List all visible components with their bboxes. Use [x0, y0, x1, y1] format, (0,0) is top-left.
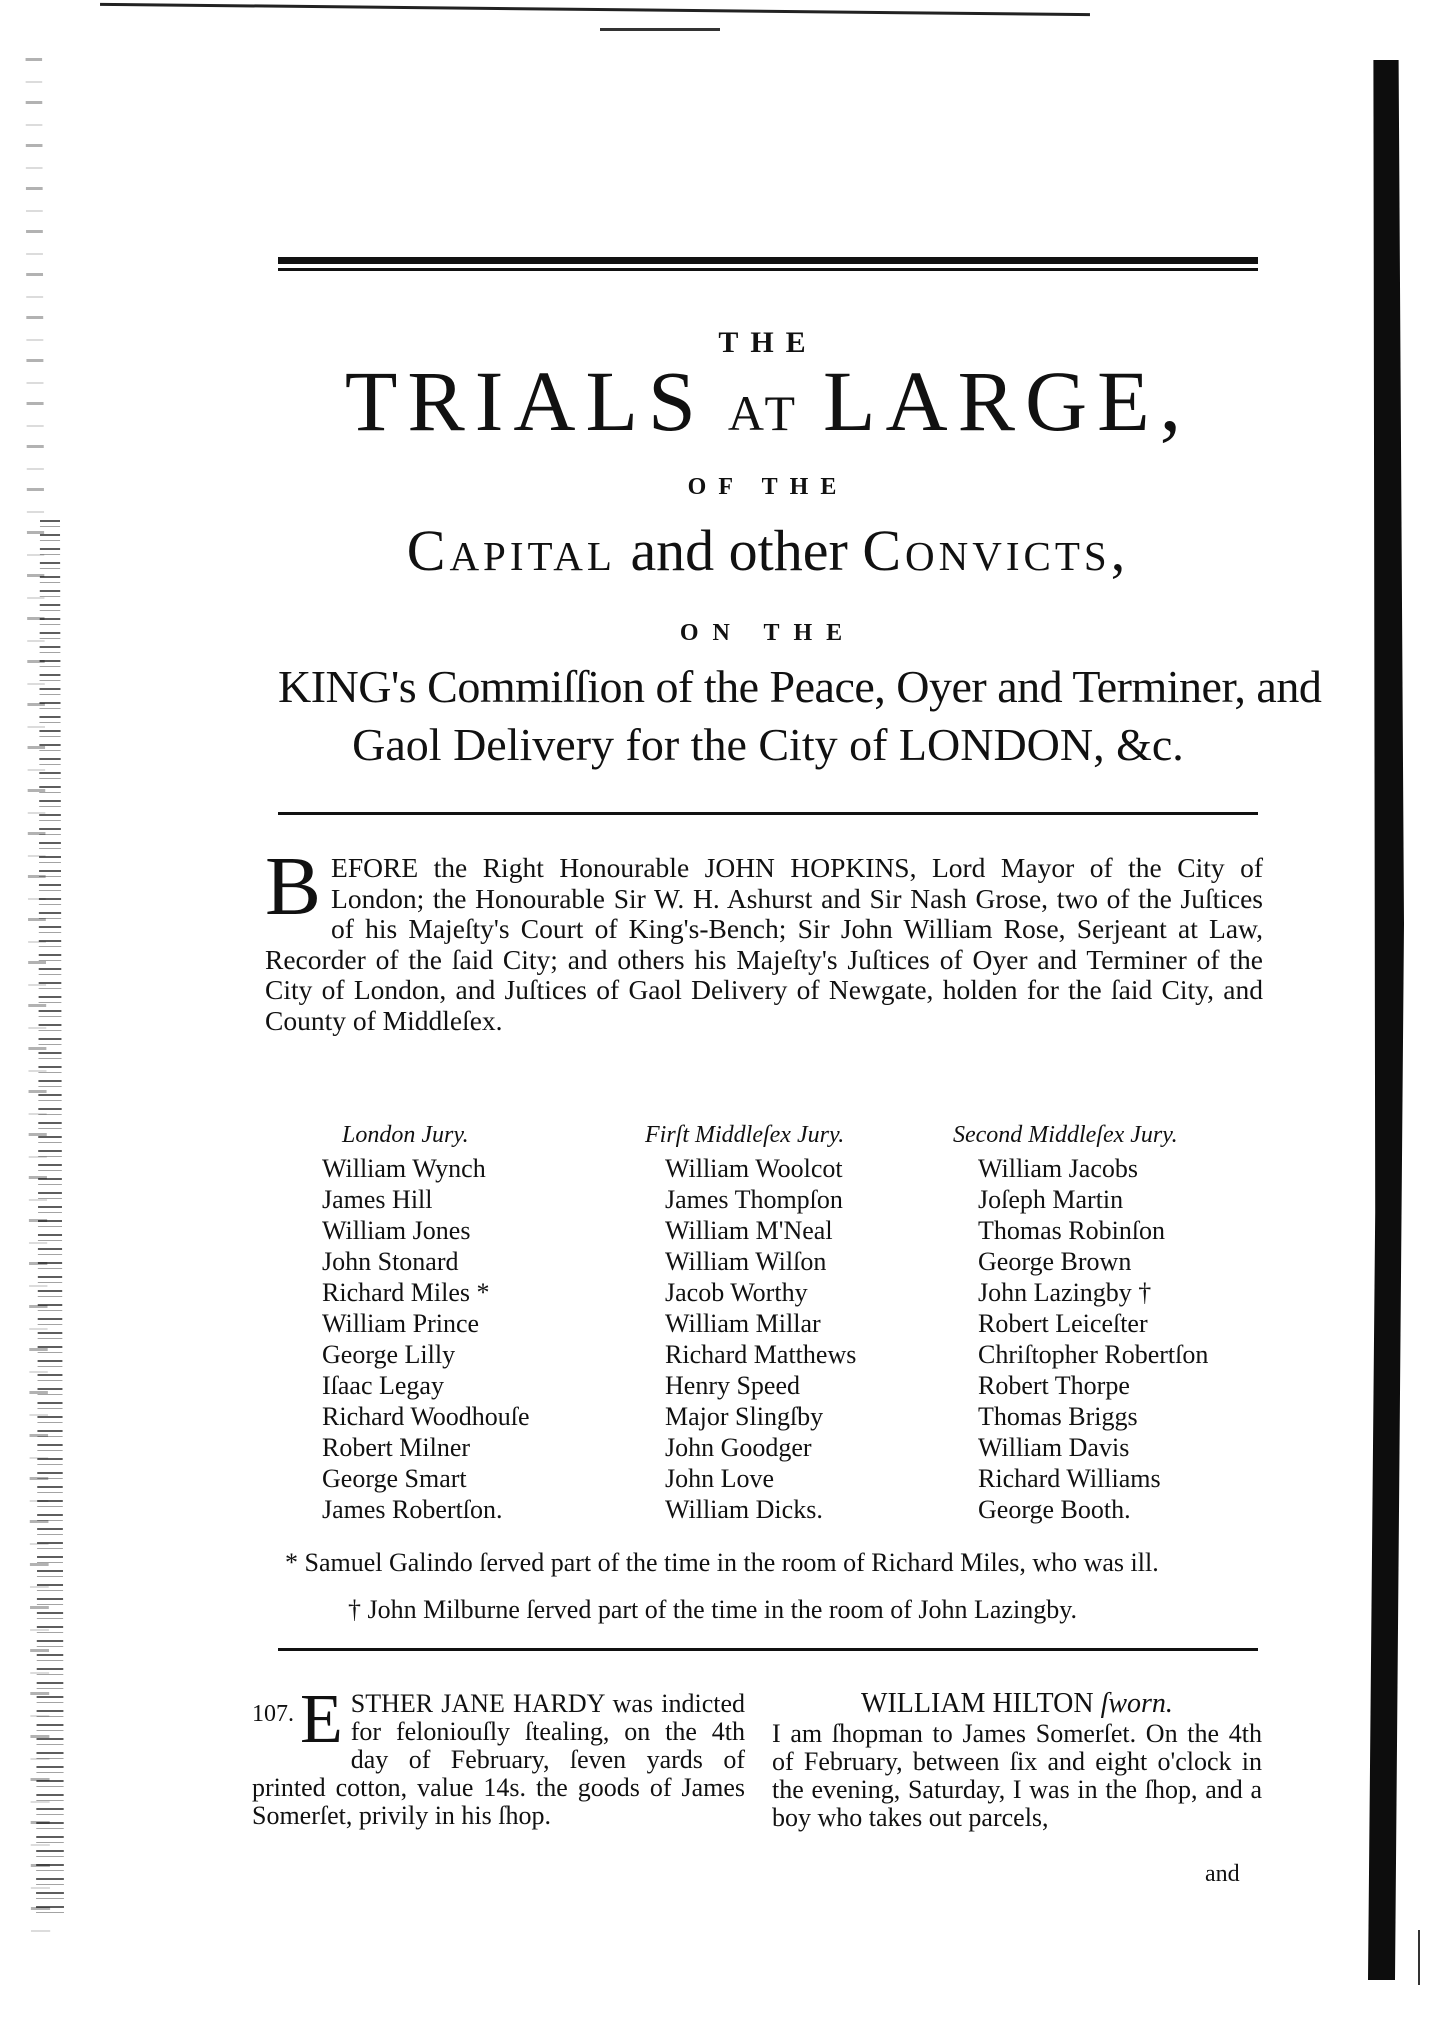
- drop-cap: E: [300, 1681, 343, 1758]
- juror: William Jacobs: [978, 1154, 1138, 1183]
- gaol-delivery-line: Gaol Delivery for the City of LONDON, &c.: [352, 719, 1184, 770]
- case-number: 107.: [252, 1701, 294, 1727]
- drop-cap: B: [265, 840, 322, 933]
- section-rule: [278, 812, 1258, 815]
- juror: Thomas Briggs: [978, 1402, 1138, 1431]
- juror: William Wilſon: [665, 1247, 827, 1276]
- juror: George Lilly: [322, 1340, 456, 1369]
- juror: John Stonard: [322, 1247, 459, 1276]
- case-text: STHER JANE HARDY was indicted for feloniouſly ſtealing, on the 4th day of February, ſeven yards of printed cotton, value 14s. the goods of James Somerſet, privily in his ſhop.: [252, 1689, 745, 1830]
- juror: Richard Miles *: [322, 1278, 490, 1307]
- scan-edge-line: [1418, 1930, 1420, 1985]
- jury-list: [322, 1153, 530, 1525]
- juror: John Goodger: [665, 1433, 812, 1462]
- jury-heading: London Jury.: [342, 1122, 469, 1148]
- subtitle-capital: Capital: [406, 518, 616, 583]
- catchword: and: [1205, 1861, 1240, 1887]
- page-title: [278, 353, 1258, 449]
- juror: Robert Thorpe: [978, 1371, 1130, 1400]
- witness-testimony: [772, 1690, 1262, 1832]
- juror: John Love: [665, 1464, 775, 1493]
- juror: Major Slingſby: [665, 1402, 824, 1431]
- title-large: LARGE,: [822, 353, 1192, 449]
- jury-heading: Second Middleſex Jury.: [953, 1122, 1178, 1148]
- commission-line: KING's Commiſſion of the Peace, Oyer and Terminer, and: [278, 661, 1322, 712]
- title-of-the: OF THE: [687, 474, 849, 500]
- juror: William Millar: [665, 1309, 821, 1338]
- subtitle-convicts: Convicts,: [862, 518, 1130, 583]
- title-the: THE: [718, 326, 818, 359]
- jury-list: [645, 1153, 856, 1525]
- juror: William Prince: [322, 1309, 480, 1338]
- jury-list: [953, 1153, 1208, 1525]
- header-rule: [278, 268, 1258, 271]
- scan-edge-line: [100, 3, 1090, 16]
- juror: James Robertſon.: [322, 1495, 503, 1524]
- juror: Chriſtopher Robertſon: [978, 1340, 1209, 1369]
- first-middlesex-jury: [645, 1120, 856, 1525]
- witness-name: WILLIAM HILTON: [861, 1688, 1094, 1719]
- header-rule: [278, 257, 1258, 264]
- witness-heading: [772, 1690, 1262, 1718]
- intro-text: EFORE the Right Honourable JOHN HOPKINS, Lord Mayor of the City of London; the Honourable Sir W. H. Ashurst and Sir Nash Grose, two of the Juſtices of his Majeſty's Court of King's-Bench; Sir John William Rose, Serjeant at Law, Recorder of the ſaid City; and others his Majeſty's Juſtices of Oyer and Terminer of the City of London, and Juſtices of Gaol Delivery of Newgate, holden for the ſaid City, and County of Middleſex.: [265, 852, 1263, 1036]
- juror: Robert Leiceſter: [978, 1309, 1148, 1338]
- witness-sworn: ſworn.: [1100, 1688, 1173, 1719]
- juror: William Davis: [978, 1433, 1130, 1462]
- juror: William M'Neal: [665, 1216, 833, 1245]
- juror: James Thompſon: [665, 1185, 843, 1214]
- juror: George Smart: [322, 1464, 467, 1493]
- juror: Richard Matthews: [665, 1340, 857, 1369]
- footnote-dagger: † John Milburne ſerved part of the time in the room of John Lazingby.: [348, 1595, 1078, 1624]
- juror: Iſaac Legay: [322, 1371, 444, 1400]
- witness-text: I am ſhopman to James Somerſet. On the 4th of February, between ſix and eight o'clock in the evening, Saturday, I was in the ſhop, and a boy who takes out parcels,: [772, 1719, 1262, 1832]
- title-at: AT: [727, 385, 801, 441]
- juror: Jacob Worthy: [665, 1278, 808, 1307]
- juror: Richard Woodhouſe: [322, 1402, 530, 1431]
- juror: John Lazingby †: [978, 1278, 1152, 1307]
- subtitle-and-other: and other: [615, 518, 863, 583]
- london-jury: [322, 1120, 530, 1525]
- juror: William Dicks.: [665, 1495, 823, 1524]
- juror: George Booth.: [978, 1495, 1131, 1524]
- juror: Joſeph Martin: [978, 1185, 1124, 1214]
- juror: James Hill: [322, 1185, 433, 1214]
- scan-edge-line: [600, 28, 720, 31]
- scan-edge-shadow: [1368, 60, 1404, 1980]
- juror: William Jones: [322, 1216, 471, 1245]
- jury-heading: Firſt Middleſex Jury.: [645, 1122, 845, 1148]
- juror: Richard Williams: [978, 1464, 1161, 1493]
- juror: Robert Milner: [322, 1433, 471, 1462]
- second-middlesex-jury: [953, 1120, 1208, 1525]
- section-rule: [278, 1648, 1258, 1651]
- subtitle-capital-convicts: [278, 518, 1258, 583]
- juror: William Woolcot: [665, 1154, 843, 1183]
- case-indictment: [252, 1681, 745, 1830]
- juror: William Wynch: [322, 1154, 486, 1183]
- footnote-asterisk: * Samuel Galindo ſerved part of the time in the room of Richard Miles, who was ill.: [285, 1548, 1159, 1577]
- juror: George Brown: [978, 1247, 1132, 1276]
- title-trials: TRIALS: [344, 353, 706, 449]
- intro-paragraph: [265, 840, 1263, 1036]
- title-on-the: ON THE: [679, 620, 857, 646]
- juror: Henry Speed: [665, 1371, 801, 1400]
- juror: Thomas Robinſon: [978, 1216, 1166, 1245]
